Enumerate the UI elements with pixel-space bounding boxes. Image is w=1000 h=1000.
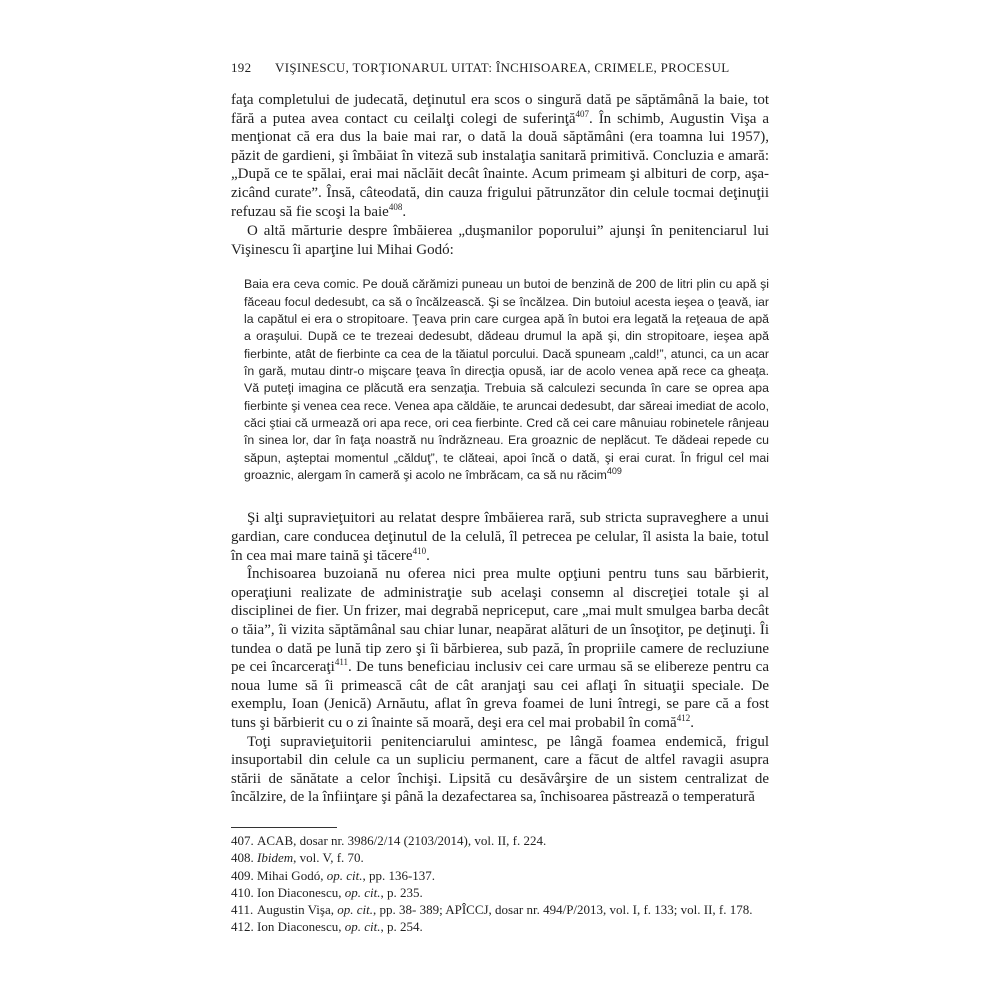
footnote bbox=[231, 849, 769, 866]
paragraph-text: . bbox=[426, 547, 430, 564]
footnote-italic: Ibidem bbox=[257, 850, 294, 866]
footnote-divider bbox=[231, 827, 337, 828]
footnote-italic: op. cit. bbox=[337, 902, 373, 918]
page-number: 192 bbox=[231, 60, 252, 75]
paragraph-text: . bbox=[402, 203, 407, 220]
footnote-ref: 412 bbox=[676, 713, 691, 723]
footnote-ref: 407 bbox=[575, 108, 590, 119]
footnote-number: 407. bbox=[231, 832, 254, 848]
paragraph: Toţi supravieţuitorii penitenciarului amintesc, pe lângă foamea endemică, frigul insuportabil din celule ca un supliciu permanent, care a făcut de altfel ravagii asupra stării de sănătate a celor închişi. Lipsită cu desăvârşire de un sistem centralizat de încălzire, de la înfiinţare şi până la dezafectarea sa, închisoarea păstrează o temperatură bbox=[231, 733, 769, 806]
footnote-ref: 409 bbox=[606, 466, 622, 477]
footnote bbox=[231, 832, 769, 849]
footnote-number: 412. bbox=[231, 919, 254, 935]
footnote-number: 410. bbox=[231, 884, 254, 900]
footnote-number: 408. bbox=[231, 850, 254, 866]
footnote-text bbox=[257, 832, 769, 849]
paragraph-text: . bbox=[690, 715, 694, 731]
footnote-text-part: , p. 254. bbox=[380, 919, 423, 935]
footnote-text-part: Ion Diaconescu, bbox=[257, 884, 345, 900]
footnote-text bbox=[257, 884, 769, 901]
running-head bbox=[231, 58, 769, 78]
footnote-text-part: Augustin Vişa, bbox=[257, 902, 338, 918]
paragraph: O altă mărturie despre îmbăierea „duşmanilor poporului” ajunşi în penitenciarul lui Vişinescu îi aparţine lui Mihai Godó: bbox=[231, 223, 769, 258]
footnote-ref: 411 bbox=[334, 657, 348, 668]
book-page bbox=[231, 58, 769, 936]
footnote-text-part: , pp. 38- 389; APÎCCJ, dosar nr. 494/P/2013, vol. I, f. 133; vol. II, f. 178. bbox=[372, 902, 753, 918]
footnote-text-part: Mihai Godó, bbox=[257, 867, 327, 883]
paragraph-text: Închisoarea buzoiană nu oferea nici prea multe opţiuni pentru tuns sau bărbierit, operaţiuni realizate de administraţie sub acelaşi consemn al discreţiei totale şi al disciplinei de fier. Un frizer, mai degrabă nepriceput, care „mai mult smulgea barba decât o tăia”, îi vizita săptămânal sau chiar lunar, neapărat alături de un însoţitor, pe deţinuţi. Îi tundea o dată pe lună tip zero şi îi bărbierea, sub pază, în propriile camere de recluziune pe cei încarceraţi bbox=[231, 566, 769, 676]
quote-text: Baia era ceva comic. Pe două cărămizi puneau un butoi de benzină de 200 de litri plin cu apă şi făceau focul dedesubt, ca să o încălzească. Şi se încălzea. Din butoiul acesta ieşea o ţeavă, iar la capătul ei era o stropitoare. Ţeava prin care curgea apă în butoi era legată la reţeaua de apă a oraşului. După ce te trezeai dedesubt, dădeau drumul la apă şi, din stropitoare, ieşea apă fierbinte, atât de fierbinte ca cea de la tăiatul porcului. Dacă spuneam „cald!”, atunci, ca un acar în gară, mutau dintr-o mişcare ţeava în direcţia opusă, iar de acolo venea apă rece ca gheaţa. Vă puteţi imagina ce plăcută era senzaţia. Trebuia să calculezi secunda în care se oprea apa fierbinte şi venea cea rece. Venea apa căldăie, te aruncai dedesubt, dar săreai imediat de acolo, căci ştiai că urmează ori apa rece, ori cea fierbinte. Cred că cei care mânuiau robinetele rânjeau în sinea lor, dar în faţa noastră nu îndrăzneau. Era groaznic de neplăcut. Te dădeai repede cu săpun, aşteptai momentul „călduţ”, te clăteai, apoi încă o dată, şi erai curat. În frigul cel mai groaznic, alergam în cameră şi acolo ne îmbrăcam, ca să nu răcim bbox=[244, 277, 769, 483]
footnote bbox=[231, 901, 769, 918]
footnote-text bbox=[257, 918, 769, 935]
running-title: VIŞINESCU, TORŢIONARUL UITAT: ÎNCHISOAREA, CRIMELE, PROCESUL bbox=[275, 60, 730, 75]
paragraph-text: . În schimb, Augustin Vişa a menţionat că era dus la baie mai rar, o dată la două săptămâni (era toamna lui 1957), păzit de gardieni, şi îmbăiat în viteză sub instalaţia sanitară primitivă. Concluzia e amară: „După ce te spălai, erai mai năclăit decât înainte. Acum primeam şi albituri de corp, aşa-zicând curate”. Însă, câteodată, din cauza frigului pătrunzător din celule tocmai deţinuţii refuzau să fie scoşi la baie bbox=[231, 110, 770, 220]
footnote-number: 411. bbox=[231, 902, 254, 918]
paragraph bbox=[231, 509, 769, 565]
footnote-ref: 408 bbox=[388, 201, 403, 212]
main-text bbox=[231, 91, 769, 807]
paragraph bbox=[231, 91, 769, 221]
paragraph-text: Şi alţi supravieţuitori au relatat despre îmbăierea rară, sub stricta supraveghere a unui gardian, care conducea deţinutul de la celulă, îl petrecea pe celular, îl asista la baie, totul în cea mai mare taină şi tăcere bbox=[231, 510, 769, 564]
footnote-text bbox=[257, 867, 769, 884]
footnote bbox=[231, 867, 769, 884]
paragraph-text: faţa completului de judecată, deţinutul era scos o singură dată pe săptămână la baie, tot fără a putea avea contact cu ceilalţi colegi de suferinţă bbox=[231, 92, 769, 127]
footnote-text bbox=[257, 849, 769, 866]
footnote-italic: op. cit. bbox=[344, 919, 381, 935]
footnote-text-part: , pp. 136-137. bbox=[362, 867, 436, 883]
footnote bbox=[231, 884, 769, 901]
paragraph bbox=[231, 565, 769, 732]
paragraph-text: . De tuns beneficiau inclusiv cei care urmau să se elibereze pentru ca noua lume să îi primească cât de cât aranjaţi sau cei aflaţi în situaţii speciale. De exemplu, Ioan (Jenică) Arnăutu, aflat în greva foamei de luni întregi, se pare că a fost tuns şi bărbierit cu o zi înainte să moară, deşi era cel mai probabil în comă bbox=[231, 659, 769, 731]
footnote bbox=[231, 918, 769, 935]
footnote-number: 409. bbox=[231, 867, 254, 883]
footnotes bbox=[231, 832, 769, 936]
block-quote bbox=[244, 276, 769, 484]
footnote-text-part: , p. 235. bbox=[380, 884, 423, 900]
footnote-text bbox=[257, 901, 769, 918]
footnote-italic: op. cit. bbox=[326, 867, 363, 883]
footnote-text-part: Ion Diaconescu, bbox=[257, 919, 345, 935]
footnote-ref: 410 bbox=[412, 545, 427, 556]
footnote-text-part: , vol. V, f. 70. bbox=[293, 850, 364, 866]
footnote-italic: op. cit. bbox=[344, 884, 381, 900]
footnote-text-part: ACAB, dosar nr. 3986/2/14 (2103/2014), vol. II, f. 224. bbox=[257, 832, 547, 848]
